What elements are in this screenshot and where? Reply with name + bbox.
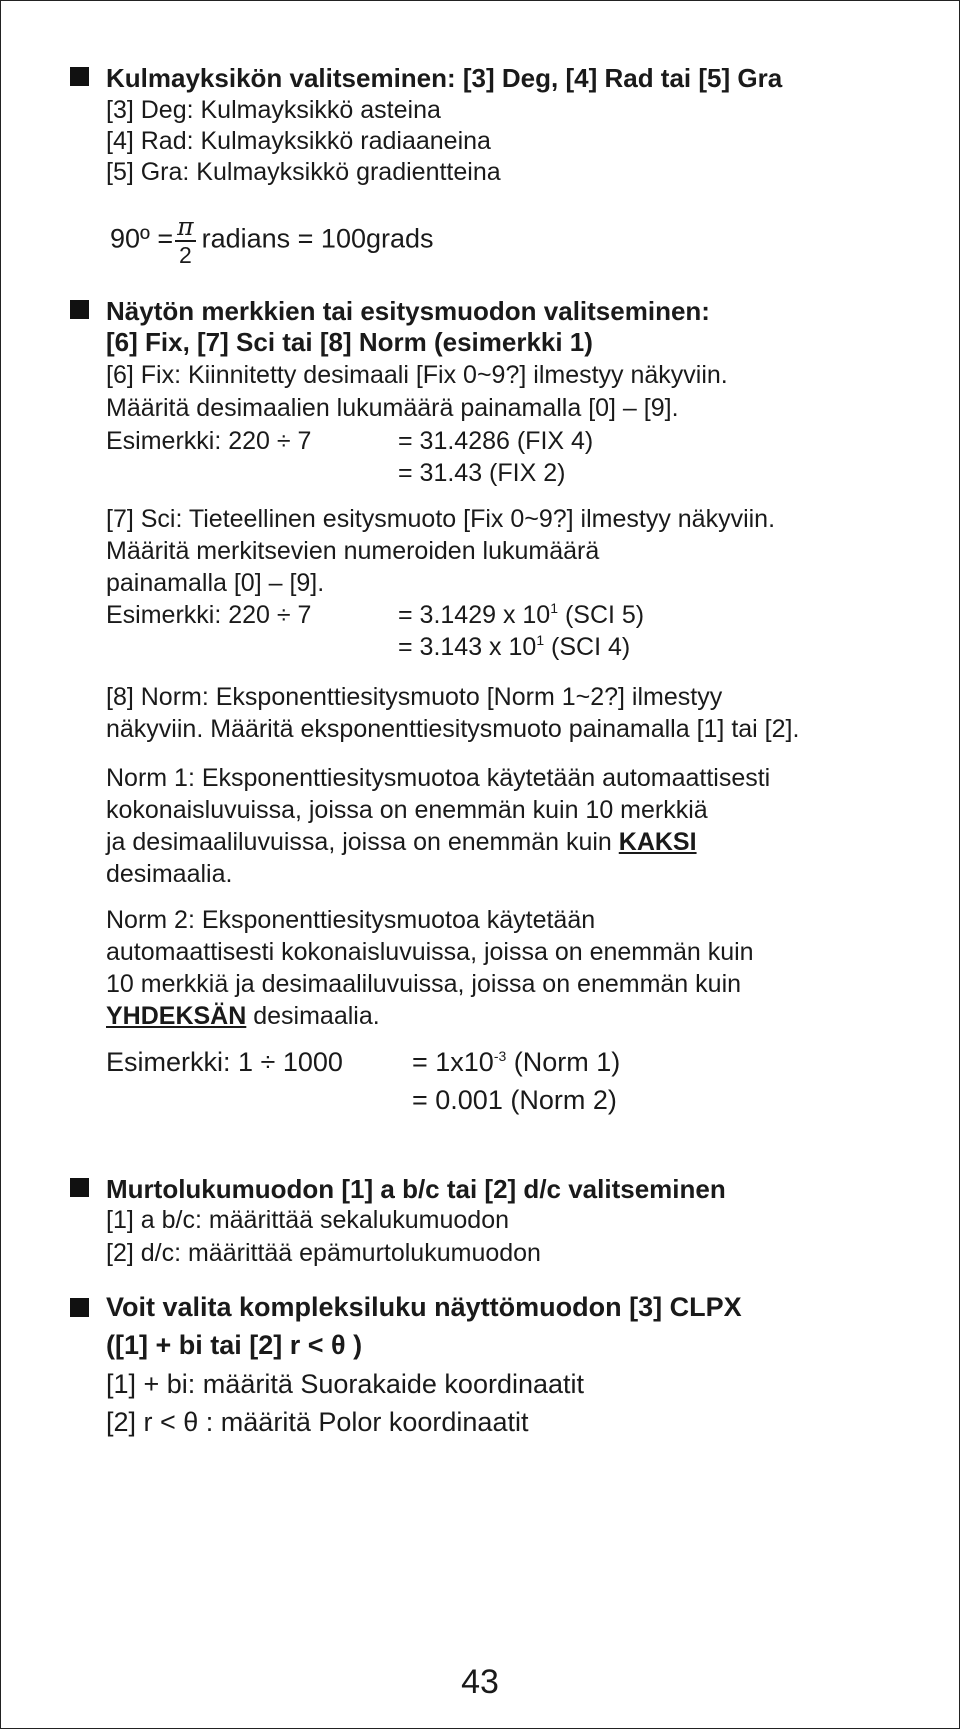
sci-result-1: [398, 601, 644, 630]
complex-rectangular-line: [1] + bi: määritä Suorakaide koordinaatit: [106, 1369, 585, 1399]
sci-result-1-exponent: 1: [550, 600, 559, 616]
norm-result-1: [412, 1047, 620, 1078]
norm1-line-3-text: ja desimaaliluvuissa, joissa on enemmän kuin: [106, 828, 619, 856]
fix-instruction: Määritä desimaalien lukumäärä painamalla [0] – [9].: [106, 394, 679, 422]
fraction-mixed-line: [1] a b/c: määrittää sekalukumuodon: [106, 1206, 510, 1234]
sci-result-1-mode: (SCI 5): [558, 601, 645, 629]
norm2-line-1: Norm 2: Eksponenttiesitysmuotoa käytetään: [106, 906, 596, 934]
fraction-numerator: π: [177, 212, 194, 241]
sci-result-2: [398, 633, 630, 662]
fix-result-2: = 31.43 (FIX 2): [398, 459, 566, 487]
section-heading-angle-unit: Kulmayksikön valitseminen: [3] Deg, [4] Rad tai [5] Gra: [106, 63, 783, 93]
section-subheading-complex-format: ([1] + bi tai [2] r < θ ): [106, 1330, 363, 1360]
sci-description: [7] Sci: Tieteellinen esitysmuoto [Fix 0~9?] ilmestyy näkyviin.: [106, 505, 776, 533]
norm-result-1-mode: (Norm 1): [506, 1047, 621, 1077]
norm-result-1-mantissa: = 1x10: [412, 1047, 494, 1077]
norm-result-1-exponent: -3: [493, 1048, 507, 1064]
fix-result-1: = 31.4286 (FIX 4): [398, 427, 594, 455]
norm2-line-2: automaattisesti kokonaisluvuissa, joissa on enemmän kuin: [106, 938, 754, 966]
pi-over-two-fraction: [175, 214, 195, 267]
norm2-line-4-text: desimaalia.: [246, 1002, 380, 1030]
section-bullet-icon: [70, 1298, 89, 1317]
norm1-line-4: desimaalia.: [106, 860, 233, 888]
section-heading-complex-format: Voit valita kompleksiluku näyttömuodon [3] CLPX: [106, 1292, 742, 1322]
norm2-line-3: 10 merkkiä ja desimaaliluvuissa, joissa on enemmän kuin: [106, 970, 742, 998]
norm1-line-3: [106, 828, 697, 857]
section-subheading-display-format: [6] Fix, [7] Sci tai [8] Norm (esimerkki 1): [106, 327, 593, 357]
fraction-denominator: 2: [178, 242, 192, 268]
gra-line: [5] Gra: Kulmayksikkö gradientteina: [106, 158, 501, 186]
sci-result-2-mantissa: = 3.143 x 10: [398, 633, 537, 661]
norm1-line-2: kokonaisluvuissa, joissa on enemmän kuin 10 merkkiä: [106, 796, 708, 824]
fix-example: Esimerkki: 220 ÷ 7: [106, 427, 312, 455]
norm-result-2: = 0.001 (Norm 2): [412, 1085, 617, 1115]
sci-result-1-mantissa: = 3.1429 x 10: [398, 601, 551, 629]
fraction-improper-line: [2] d/c: määrittää epämurtolukumuodon: [106, 1239, 541, 1267]
sci-result-2-exponent: 1: [536, 632, 545, 648]
rad-line: [4] Rad: Kulmayksikkö radiaaneina: [106, 127, 491, 155]
complex-polar-line: [2] r < θ : määritä Polor koordinaatit: [106, 1407, 529, 1437]
section-bullet-icon: [70, 1178, 89, 1197]
equation-left: 90º =: [110, 223, 174, 254]
section-heading-display-format: Näytön merkkien tai esitysmuodon valitseminen:: [106, 296, 710, 326]
sci-result-2-mode: (SCI 4): [544, 633, 631, 661]
norm-description-2: näkyviin. Määritä eksponenttiesitysmuoto painamalla [1] tai [2].: [106, 715, 800, 743]
page-number: 43: [461, 1663, 499, 1701]
section-bullet-icon: [70, 300, 89, 319]
deg-line: [3] Deg: Kulmayksikkö asteina: [106, 96, 441, 124]
emphasis-kaksi: KAKSI: [618, 828, 697, 856]
emphasis-yhdeksan: YHDEKSÄN: [106, 1002, 247, 1030]
section-heading-fraction-format: Murtolukumuodon [1] a b/c tai [2] d/c valitseminen: [106, 1174, 726, 1204]
equation-right: radians = 100grads: [201, 223, 434, 254]
norm-description-1: [8] Norm: Eksponenttiesitysmuoto [Norm 1~2?] ilmestyy: [106, 683, 723, 711]
angle-equation: [110, 214, 434, 267]
fix-description: [6] Fix: Kiinnitetty desimaali [Fix 0~9?] ilmestyy näkyviin.: [106, 361, 728, 389]
sci-example: Esimerkki: 220 ÷ 7: [106, 601, 312, 629]
sci-instruction-2: painamalla [0] – [9].: [106, 569, 325, 597]
norm2-line-4: [106, 1002, 380, 1031]
norm1-line-1: Norm 1: Eksponenttiesitysmuotoa käytetään automaattisesti: [106, 764, 771, 792]
norm-example: Esimerkki: 1 ÷ 1000: [106, 1047, 343, 1077]
sci-instruction-1: Määritä merkitsevien numeroiden lukumäärä: [106, 537, 600, 565]
section-bullet-icon: [70, 67, 89, 86]
